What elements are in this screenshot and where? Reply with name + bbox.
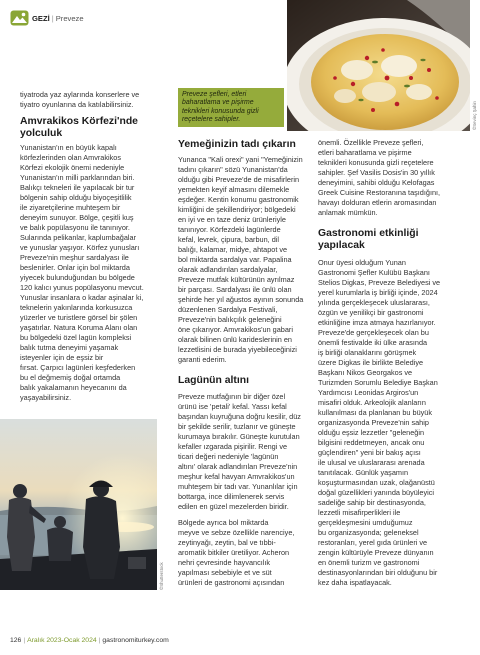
right-body-line: Greek Cuisine Restoranına taşıdığını, xyxy=(318,188,441,197)
right-body-line: yerel kurumlarla iş birliği içinde, 2024 xyxy=(318,288,438,297)
middle-body-line: balığı, kalamar, midye, ahtapot ve xyxy=(178,245,288,254)
right-body-line: etleri baharatlama ve pişirme xyxy=(318,148,412,157)
middle-body-line: yapılması sebebiyle et ve süt xyxy=(178,568,272,577)
middle-heading-1: Yemeğinizin tadı çıkarın xyxy=(178,139,296,150)
middle-body-line: lezzetlisini de burada yiyebileceğinizi xyxy=(178,345,297,354)
dish-photo-credit: ©Sevinç Şahin xyxy=(472,101,477,130)
herb-leaf xyxy=(404,85,410,88)
middle-body-line: Preveze'nin balıkçılık geleneğini xyxy=(178,315,282,324)
right-body-line: restoranları, yerel gıda ürünleri ve xyxy=(318,538,428,547)
left-body xyxy=(20,143,165,403)
right-body-line: doğal güzellikleri yanında büyüleyici xyxy=(318,488,435,497)
right-body-line: havayı dolduran etlerin aromasından xyxy=(318,198,437,207)
middle-body-line: kefaller ızgarada pişirilir. Rengi ve xyxy=(178,442,288,451)
seed xyxy=(395,102,400,107)
right-body-line: organizasyonda Preveze'nin sahip xyxy=(318,418,429,427)
page-number: 126 xyxy=(10,637,22,644)
left-body-line: teknelerin yakınlarında korkusuzca xyxy=(20,303,133,312)
fish-piece xyxy=(341,60,373,80)
seed xyxy=(435,96,439,100)
left-body-line: Balıkçı tekneleri ile yapılacak bir tur xyxy=(20,183,135,192)
herb-leaf xyxy=(358,99,363,101)
head xyxy=(54,516,66,528)
right-body-line: en önemli turizm ve gastronomi xyxy=(318,558,420,567)
middle-body-line: nehri çevresinde hayvancılık xyxy=(178,558,271,567)
seed xyxy=(381,48,385,52)
section-location: Preveze xyxy=(55,14,84,23)
left-body-line: Körfezi ekolojik önemi nedeniyle xyxy=(20,163,125,172)
right-body-line: bu organizasyonda; geleneksel xyxy=(318,528,419,537)
fish-crate xyxy=(128,557,146,569)
icon-badge xyxy=(11,11,29,26)
middle-body-line: en iyi ve en taze deniz ürünleriyle xyxy=(178,215,286,224)
middle-body-line: bir şekilde serilir, tuzlanır ve güneşte xyxy=(178,422,296,431)
middle-body-line: bir parçası. Sardalyası ile ünlü olan xyxy=(178,285,292,294)
right-heading xyxy=(318,228,418,251)
middle-body-line: Yunanca "Kali orexi" yani "Yemeğinizin xyxy=(178,155,303,164)
middle-body-line: edilen en güzel mezelerden biridir. xyxy=(178,502,289,511)
left-body-line: beslenirler. Onlar için bol miktarda xyxy=(20,263,130,272)
right-body-line: koşuşturmasından uzak, olağanüstü xyxy=(318,478,435,487)
right-body-line: özgün ve yenilikçi bir gastronomi xyxy=(318,308,424,317)
right-body-line: iş birliği olanaklarını görüşmek xyxy=(318,348,417,357)
left-body-line: balık yakalamanın heyecanını da xyxy=(20,383,127,392)
right-body-line: bilgisini reddetmeyen, ancak onu xyxy=(318,438,425,447)
middle-body-line: başından kuyruğuna doğru kesilir, düz xyxy=(178,412,301,421)
middle-body-line: tadını çıkarın" sözü Yunanistan'da xyxy=(178,165,288,174)
right-body-line: Stelios Digkas, Preveze Belediyesi ve xyxy=(318,278,441,287)
icon-sun xyxy=(22,13,26,17)
left-heading-line: yolculuk xyxy=(20,127,63,139)
middle-body-line: olarak bilinen ünlü karideslerinin en xyxy=(178,335,292,344)
right-body-line: ile ulusal ve uluslararası arenada xyxy=(318,458,425,467)
page-footer xyxy=(10,636,169,645)
seed xyxy=(365,56,369,60)
fish-piece xyxy=(406,84,432,100)
issue-date: Aralık 2023-Ocak 2024 xyxy=(27,637,97,644)
middle-body-line: olarak adlandırılan sardalyalar, xyxy=(178,265,278,274)
left-body-line: bölgenin sahip olduğu biyoçeşitlilik xyxy=(20,193,132,202)
middle-body-line: eşdeğer. Kentin konumu gastronomik xyxy=(178,195,299,204)
right-body-line: önemli festivalde iki ülke arasında xyxy=(318,338,428,347)
right-body-line: Onur üyesi olduğum Yunan xyxy=(318,258,406,267)
fish-piece xyxy=(381,55,417,77)
left-body-line: Yunanistan'ın milli parklarından biri. xyxy=(20,173,135,182)
section-name: GEZİ xyxy=(32,14,50,23)
left-body-line: Yunanistan'ın en büyük kapalı xyxy=(20,143,117,152)
website-link[interactable]: gastronomiturkey.com xyxy=(102,637,169,644)
fish-piece xyxy=(334,89,356,103)
section-header xyxy=(32,14,84,24)
right-body-line: destinasyonlarından biri olduğunu bir xyxy=(318,568,438,577)
middle-body-line: tanınıyor. Körfezdeki lagünlerde xyxy=(178,225,281,234)
right-body-2 xyxy=(318,258,463,588)
pull-quote-line: baharatlama ve pişirme xyxy=(182,99,254,107)
left-body-line: balık tutma deneyimi yaşamak xyxy=(20,343,119,352)
left-body-line: yüzerler ve turistlere görsel bir şölen xyxy=(20,313,138,322)
seed xyxy=(409,76,413,80)
right-body-line: Preveze'de gerçekleşecek olan bu xyxy=(318,328,429,337)
right-heading-line: Gastronomi etkinliği xyxy=(318,228,419,239)
left-body-line: yiyecek bulunduğundan bu bölgede xyxy=(20,273,135,282)
herb-leaf xyxy=(420,59,425,61)
right-body-1 xyxy=(318,138,463,218)
left-intro-line: tiyatro oyunlarına da katılabilirsiniz. xyxy=(20,100,134,109)
middle-body-2 xyxy=(178,392,308,512)
middle-body-line: Preveze mutfağının bir diğer özel xyxy=(178,392,286,401)
middle-body-line: ürünü ise 'petali' kefal. Yassı kefal xyxy=(178,402,287,411)
right-body-line: güçlendiren" yeni bir bakış açısı xyxy=(318,448,421,457)
middle-body-line: muhteşem bir tadı var. Yunanlılar için xyxy=(178,482,298,491)
middle-body-line: meyve ve sebze özellikle narenciye, xyxy=(178,528,295,537)
left-intro-line: tiyatroda yaz aylarında konserlere ve xyxy=(20,90,140,99)
footer-separator: | xyxy=(98,637,101,644)
right-body-line: yılında gerçekleşecek uluslararası, xyxy=(318,298,430,307)
herb-leaf xyxy=(372,61,378,64)
middle-body-line: ürünleri de gastronomi açısından xyxy=(178,578,285,587)
pull-quote xyxy=(178,88,284,127)
left-body-line: bu el değmemiş doğal ortamda xyxy=(20,373,121,382)
left-body-line: isteyenler için de eşsiz bir xyxy=(20,353,104,362)
right-body-line: Gastronomi Şefler Kulübü Başkanı xyxy=(318,268,430,277)
middle-heading-2: Lagünün altını xyxy=(178,375,249,386)
left-body-line: fırsat. Çarpıcı lagünleri keşfederken xyxy=(20,363,136,372)
right-body-line: tanıtılacak. Günlük yaşamın xyxy=(318,468,409,477)
fish-soup-photo xyxy=(287,0,470,131)
fishermen-photo-credit: ©Shutterstock xyxy=(159,562,164,590)
middle-body-line: ticari değeri nedeniyle 'lagünün xyxy=(178,452,279,461)
soup xyxy=(311,34,459,130)
left-body-line: ile ziyaretçilerine muhteşem bir xyxy=(20,203,121,212)
middle-body-line: Bölgede ayrıca bol miktarda xyxy=(178,518,269,527)
middle-body-line: kefal, levrek, çipura, barbun, dil xyxy=(178,235,279,244)
header-separator: | xyxy=(51,14,54,23)
left-heading xyxy=(20,116,138,139)
middle-body-line: altını' olarak adlandırılan Preveze'nin xyxy=(178,462,298,471)
right-body-line: sadeliğe sahip bir destinasyonda, xyxy=(318,498,426,507)
middle-body-line: kimliğini de şekillendiriyor; bölgedeki xyxy=(178,205,296,214)
middle-body-line: olduğu gibi Preveze'de de misafirlerin xyxy=(178,175,300,184)
right-body-line: teknikleri konusunda gizli reçetelere xyxy=(318,158,434,167)
seed xyxy=(333,76,337,80)
right-body-line: kez daha ispatlayacak. xyxy=(318,578,392,587)
left-body-line: bu bölgedeki özel lagün kompleksi xyxy=(20,333,132,342)
left-body-line: ve balık popülasyonu ile tanınıyor. xyxy=(20,223,130,232)
middle-body-3 xyxy=(178,518,308,588)
right-body-line: etkinliğine imza atmaya hazırlanıyor. xyxy=(318,318,436,327)
seed xyxy=(427,68,431,72)
pull-quote-line: teknikleri konusunda gizli xyxy=(182,107,259,115)
middle-body-line: şehirde her yıl ağustos ayının sonunda xyxy=(178,295,304,304)
pull-quote-line: Preveze şefleri, etleri xyxy=(182,91,247,98)
middle-body-1 xyxy=(178,155,308,365)
right-body-line: Yardımcısı Leonidas Argiros'un xyxy=(318,388,419,397)
footer-separator: | xyxy=(23,637,26,644)
body xyxy=(47,527,73,561)
middle-body-line: Preveze mutfak kültürünün ayrılmaz xyxy=(178,275,295,284)
body xyxy=(83,496,120,579)
pull-quote-line: reçetelere sahipler. xyxy=(182,116,241,124)
left-body-line: Yunuslar insanlara o kadar aşinalar ki, xyxy=(20,293,144,302)
seed xyxy=(351,82,355,86)
right-body-line: misafiri olduk. Arkeolojik alanların xyxy=(318,398,426,407)
right-body-line: olduğu eşsiz lezzetler "geleneğin xyxy=(318,428,425,437)
right-body-line: kullanılması da planlanan bu büyük xyxy=(318,408,432,417)
left-heading-line: Amvrakikos Körfezi'nde xyxy=(20,116,138,127)
fish-piece xyxy=(362,82,396,102)
middle-body-line: meşhur kefal havyarı Amvrakikos'un xyxy=(178,472,295,481)
middle-body-line: garanti ederim. xyxy=(178,355,227,364)
right-body-line: önemli. Özellikle Preveze şefleri, xyxy=(318,138,424,147)
right-body-line: lezzetli misafirperlikleri ile xyxy=(318,508,401,517)
gezi-section-icon xyxy=(10,10,29,26)
head xyxy=(13,484,27,498)
right-body-line: deneyimini, sahibi olduğu Kelofagas xyxy=(318,178,435,187)
left-body-line: yaşayabilirsiniz. xyxy=(20,393,72,402)
middle-body-line: bottarga, ince dilimlenerek servis xyxy=(178,492,285,501)
middle-body-line: aromatik bitkiler üretiliyor. Acheron xyxy=(178,548,290,557)
middle-body-line: yemekten keyif almasını dilemekle xyxy=(178,185,290,194)
right-body-line: gerçekleşmesini umduğumuz xyxy=(318,518,413,527)
right-body-line: anlamak mümkün. xyxy=(318,208,378,217)
right-body-line: sahipler. Şef Vasilis Dosis'in 30 yıllık xyxy=(318,168,435,177)
middle-body-line: bol miktarda sardalya var. Papalina xyxy=(178,255,292,264)
middle-body-line: düzenlenen Sardalya Festivali, xyxy=(178,305,278,314)
right-body-line: üzere Digkas ile birlikte Belediye xyxy=(318,358,424,367)
right-body-line: Turizmden Sorumlu Belediye Başkan xyxy=(318,378,438,387)
left-body-line: deneyim sunuyor. Bölge, çeşitli kuş xyxy=(20,213,134,222)
left-body-line: ve yunuslar yaşıyor. Körfez yunusları xyxy=(20,243,140,252)
left-body-line: Sularında pelikanlar, kaplumbağalar xyxy=(20,233,137,242)
left-body-line: körfezlerinden olan Amvrakikos xyxy=(20,153,121,162)
middle-body-line: kurumaya bırakılır. Güneşte kurutulan xyxy=(178,432,300,441)
right-body-line: zengin kültürüyle Preveze dünyanın xyxy=(318,548,434,557)
left-intro xyxy=(20,90,165,110)
right-heading-line: yapılacak xyxy=(318,239,365,251)
middle-body-line: zeytinyağı, zeytin, bal ve tıbbi- xyxy=(178,538,276,547)
left-body-line: 120 kalıcı yunus popülasyonu mevcut. xyxy=(20,283,144,292)
middle-body-line: öne çıkarıyor. Amvrakikos'un gabari xyxy=(178,325,293,334)
left-body-line: yaşatırlar. Natura Koruma Alanı olan xyxy=(20,323,138,332)
left-body-line: Preveze'nin meşhur sardalyası ile xyxy=(20,253,129,262)
seed xyxy=(371,108,375,112)
right-body-line: Başkanı Nikos Georgakos ve xyxy=(318,368,413,377)
seed xyxy=(385,76,390,81)
fishermen-photo xyxy=(0,419,157,590)
